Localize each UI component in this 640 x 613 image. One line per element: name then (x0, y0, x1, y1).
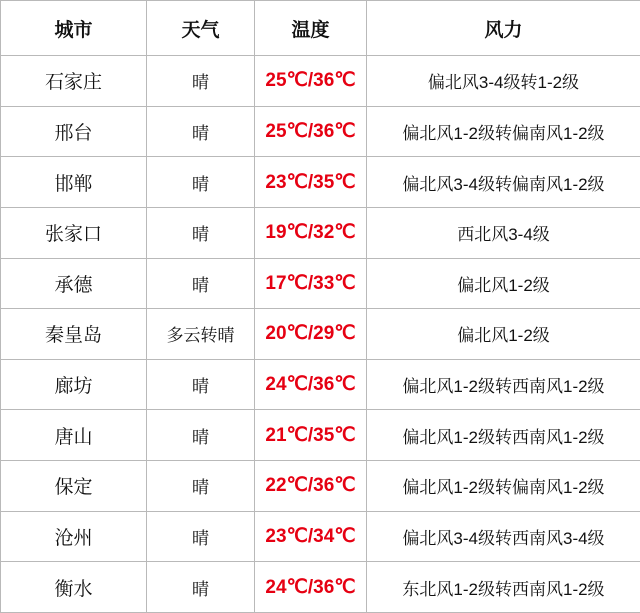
cell-weather: 晴 (147, 157, 255, 208)
cell-weather: 晴 (147, 207, 255, 258)
cell-wind: 偏北风3-4级转偏南风1-2级 (367, 157, 640, 208)
table-row (1, 106, 640, 157)
cell-wind: 东北风1-2级转西南风1-2级 (367, 562, 640, 613)
table-header-row (1, 1, 640, 56)
cell-wind: 偏北风1-2级转西南风1-2级 (367, 359, 640, 410)
column-header-weather: 天气 (147, 1, 255, 56)
cell-city: 秦皇岛 (1, 309, 147, 360)
column-header-temperature: 温度 (255, 1, 367, 56)
table-row (1, 461, 640, 512)
cell-temperature: 25℃/36℃ (255, 106, 367, 157)
cell-city: 衡水 (1, 562, 147, 613)
cell-wind: 偏北风1-2级转西南风1-2级 (367, 410, 640, 461)
table-body (1, 56, 640, 613)
cell-weather: 晴 (147, 56, 255, 107)
cell-wind: 偏北风1-2级转偏南风1-2级 (367, 461, 640, 512)
table-row (1, 410, 640, 461)
cell-weather: 晴 (147, 258, 255, 309)
cell-wind: 偏北风3-4级转1-2级 (367, 56, 640, 107)
cell-weather: 晴 (147, 511, 255, 562)
cell-city: 沧州 (1, 511, 147, 562)
table-header (1, 1, 640, 56)
cell-temperature: 22℃/36℃ (255, 461, 367, 512)
table-row (1, 309, 640, 360)
column-header-wind: 风力 (367, 1, 640, 56)
table-row (1, 207, 640, 258)
cell-temperature: 25℃/36℃ (255, 56, 367, 107)
cell-temperature: 24℃/36℃ (255, 562, 367, 613)
table-row (1, 511, 640, 562)
cell-city: 唐山 (1, 410, 147, 461)
cell-temperature: 20℃/29℃ (255, 309, 367, 360)
cell-wind: 偏北风3-4级转西南风3-4级 (367, 511, 640, 562)
cell-temperature: 24℃/36℃ (255, 359, 367, 410)
cell-weather: 晴 (147, 359, 255, 410)
cell-weather: 晴 (147, 562, 255, 613)
table-row (1, 258, 640, 309)
cell-temperature: 19℃/32℃ (255, 207, 367, 258)
cell-temperature: 23℃/35℃ (255, 157, 367, 208)
table-row (1, 56, 640, 107)
table-row (1, 359, 640, 410)
column-header-city: 城市 (1, 1, 147, 56)
cell-weather: 晴 (147, 106, 255, 157)
cell-wind: 偏北风1-2级转偏南风1-2级 (367, 106, 640, 157)
table-row (1, 562, 640, 613)
cell-weather: 晴 (147, 410, 255, 461)
table-row (1, 157, 640, 208)
cell-city: 张家口 (1, 207, 147, 258)
cell-weather: 多云转晴 (147, 309, 255, 360)
cell-temperature: 17℃/33℃ (255, 258, 367, 309)
cell-city: 廊坊 (1, 359, 147, 410)
cell-temperature: 21℃/35℃ (255, 410, 367, 461)
cell-wind: 偏北风1-2级 (367, 309, 640, 360)
cell-temperature: 23℃/34℃ (255, 511, 367, 562)
cell-wind: 西北风3-4级 (367, 207, 640, 258)
cell-city: 承德 (1, 258, 147, 309)
cell-city: 邯郸 (1, 157, 147, 208)
cell-city: 邢台 (1, 106, 147, 157)
cell-wind: 偏北风1-2级 (367, 258, 640, 309)
cell-city: 保定 (1, 461, 147, 512)
cell-city: 石家庄 (1, 56, 147, 107)
cell-weather: 晴 (147, 461, 255, 512)
